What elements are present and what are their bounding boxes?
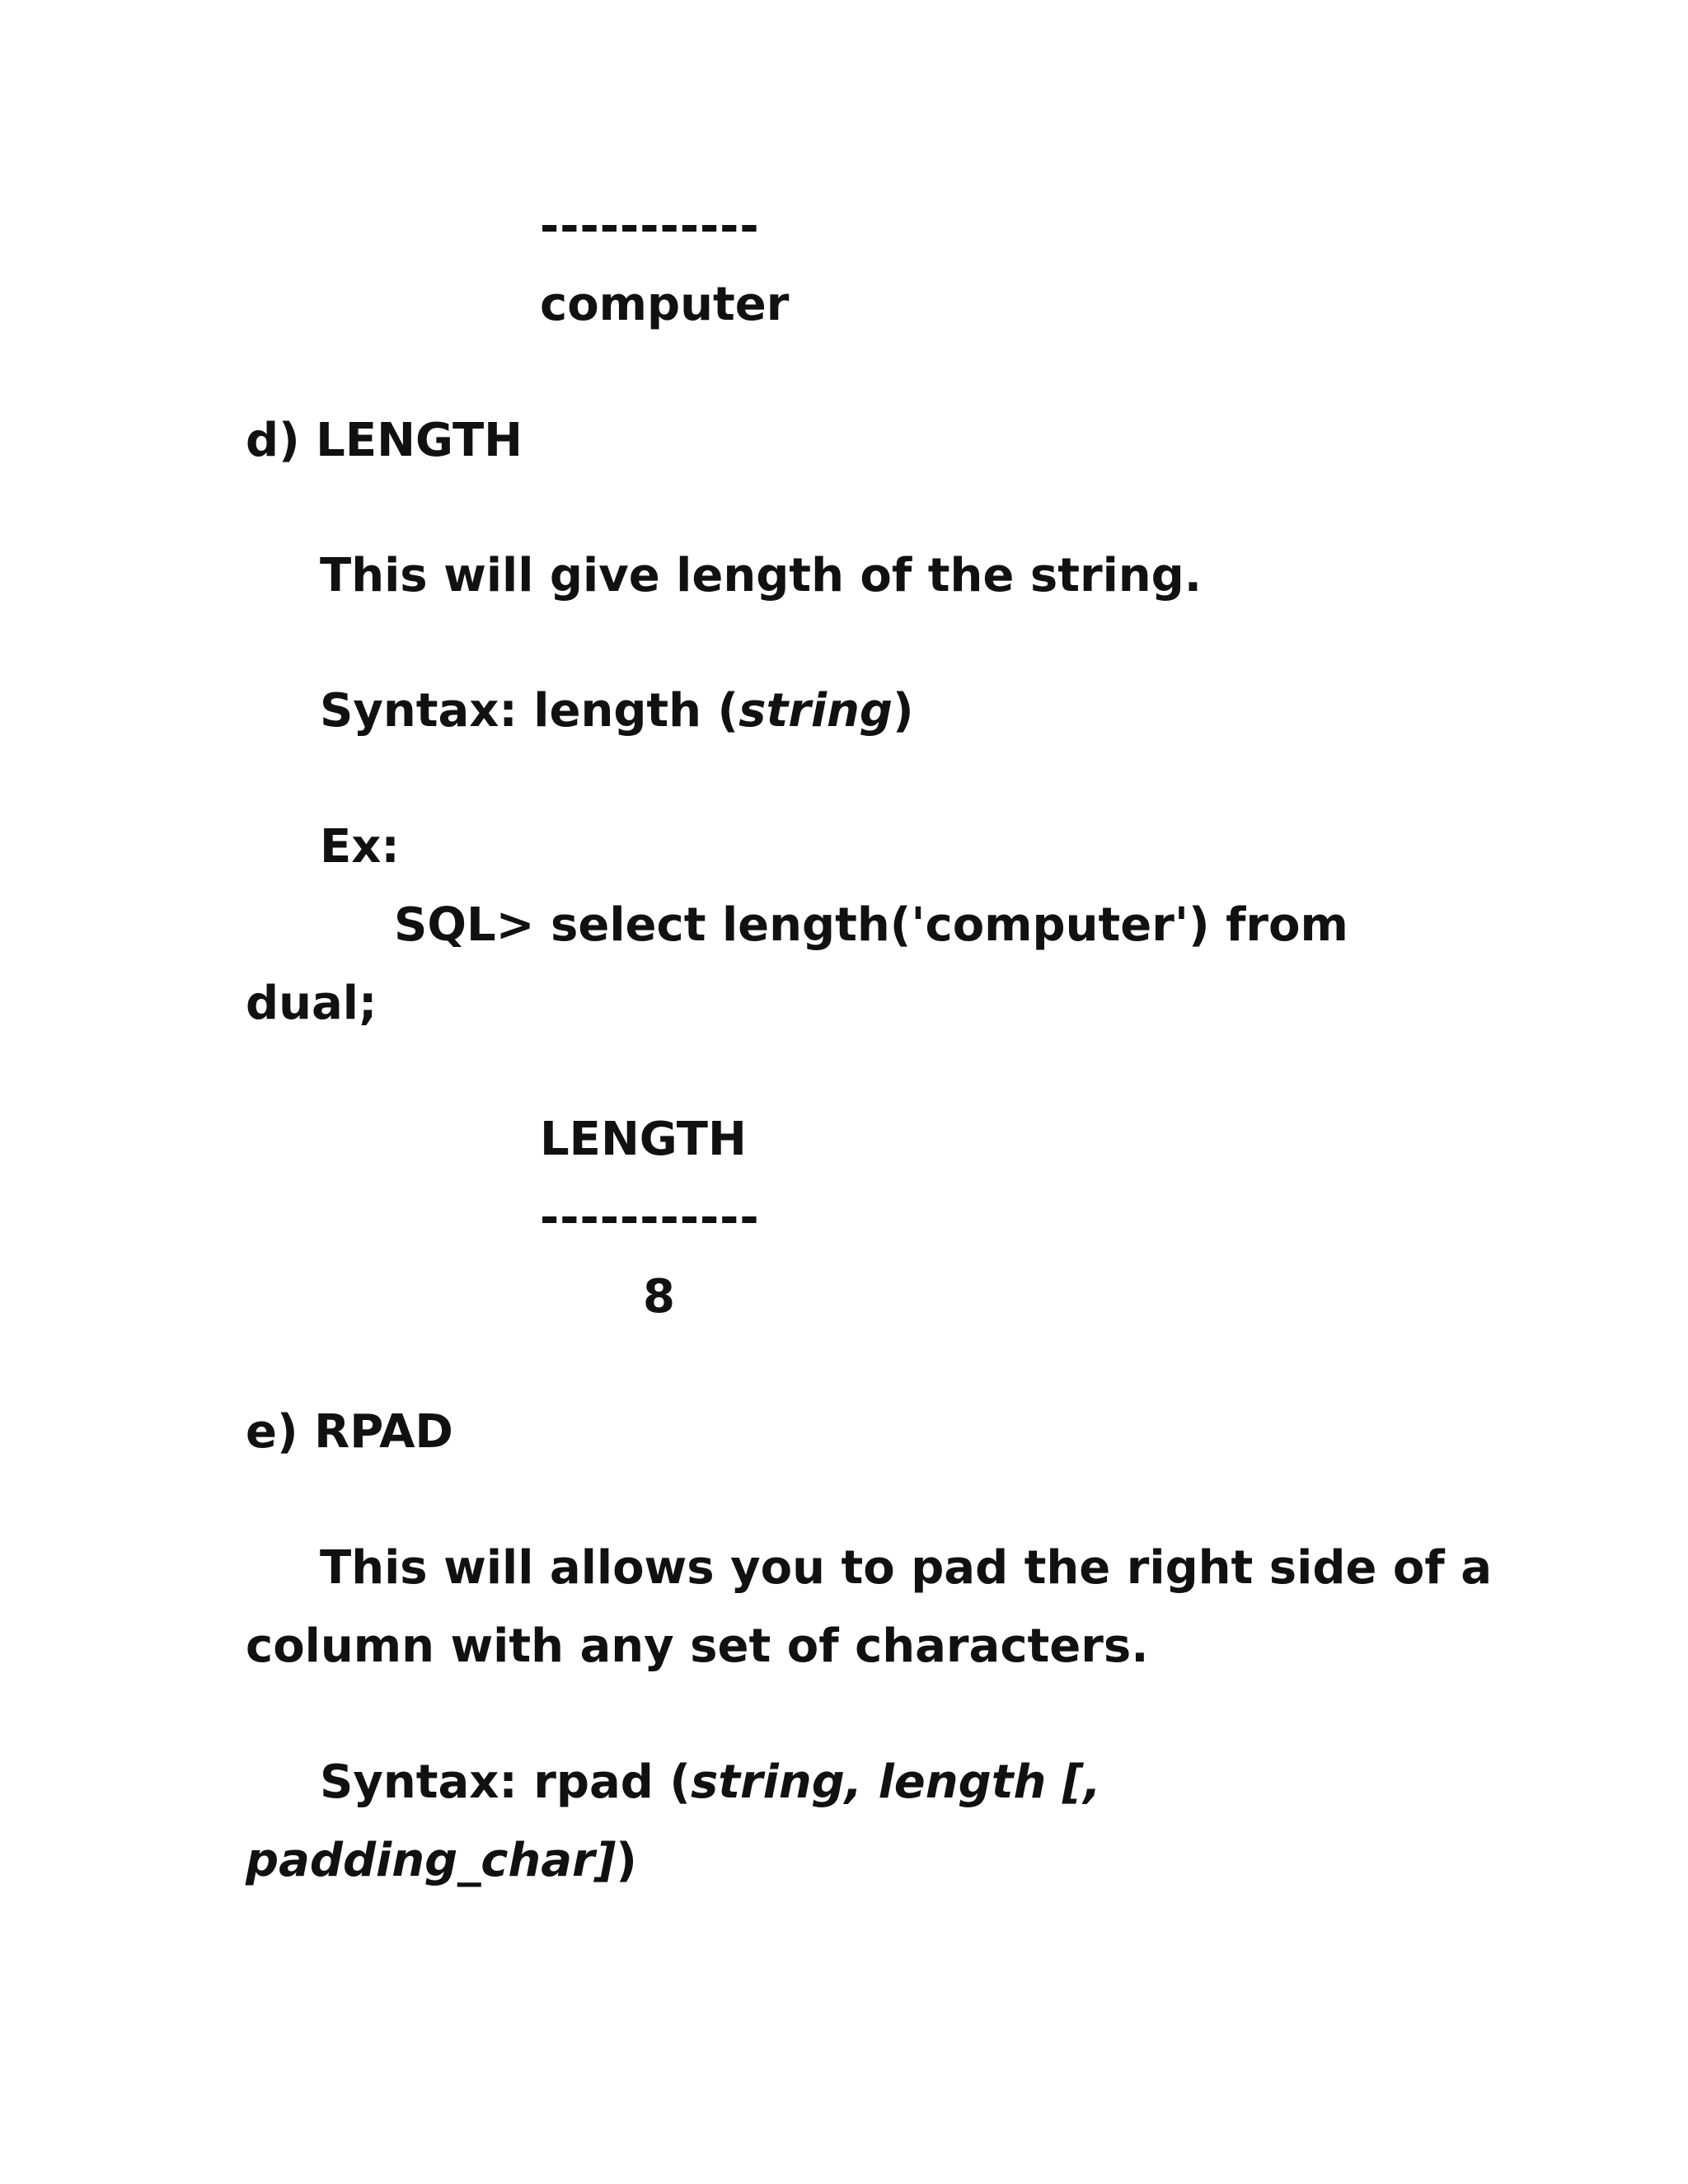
rpad-syntax-suffix: ) [616, 1834, 637, 1887]
rpad-syntax-line2 [246, 1834, 637, 1887]
rpad-syntax-prefix: Syntax: rpad ( [320, 1755, 691, 1809]
length-heading: d) LENGTH [246, 414, 523, 467]
rpad-syntax-line1 [320, 1755, 1101, 1809]
rpad-syntax-args-line2: padding_char] [246, 1834, 617, 1887]
length-syntax-prefix: Syntax: length ( [320, 684, 739, 738]
length-result-header: LENGTH [540, 1113, 747, 1166]
top-output-separator: ----------- [540, 199, 760, 253]
length-description: This will give length of the string. [320, 549, 1203, 602]
length-sql-line1: SQL> select length('computer') from [394, 898, 1348, 952]
rpad-syntax-args-line1: string, length [, [690, 1755, 1101, 1809]
top-output-value: computer [540, 278, 790, 331]
length-syntax-arg: string [738, 684, 893, 738]
length-result-value: 8 [643, 1270, 675, 1324]
length-sql-line2: dual; [246, 977, 377, 1030]
rpad-description-line2: column with any set of characters. [246, 1619, 1149, 1673]
length-result-separator: ----------- [540, 1191, 760, 1244]
length-syntax-suffix: ) [893, 684, 914, 738]
length-syntax [320, 684, 914, 738]
rpad-heading: e) RPAD [246, 1405, 453, 1459]
length-example-label: Ex: [320, 820, 400, 874]
rpad-description-line1: This will allows you to pad the right side of a [320, 1541, 1493, 1595]
